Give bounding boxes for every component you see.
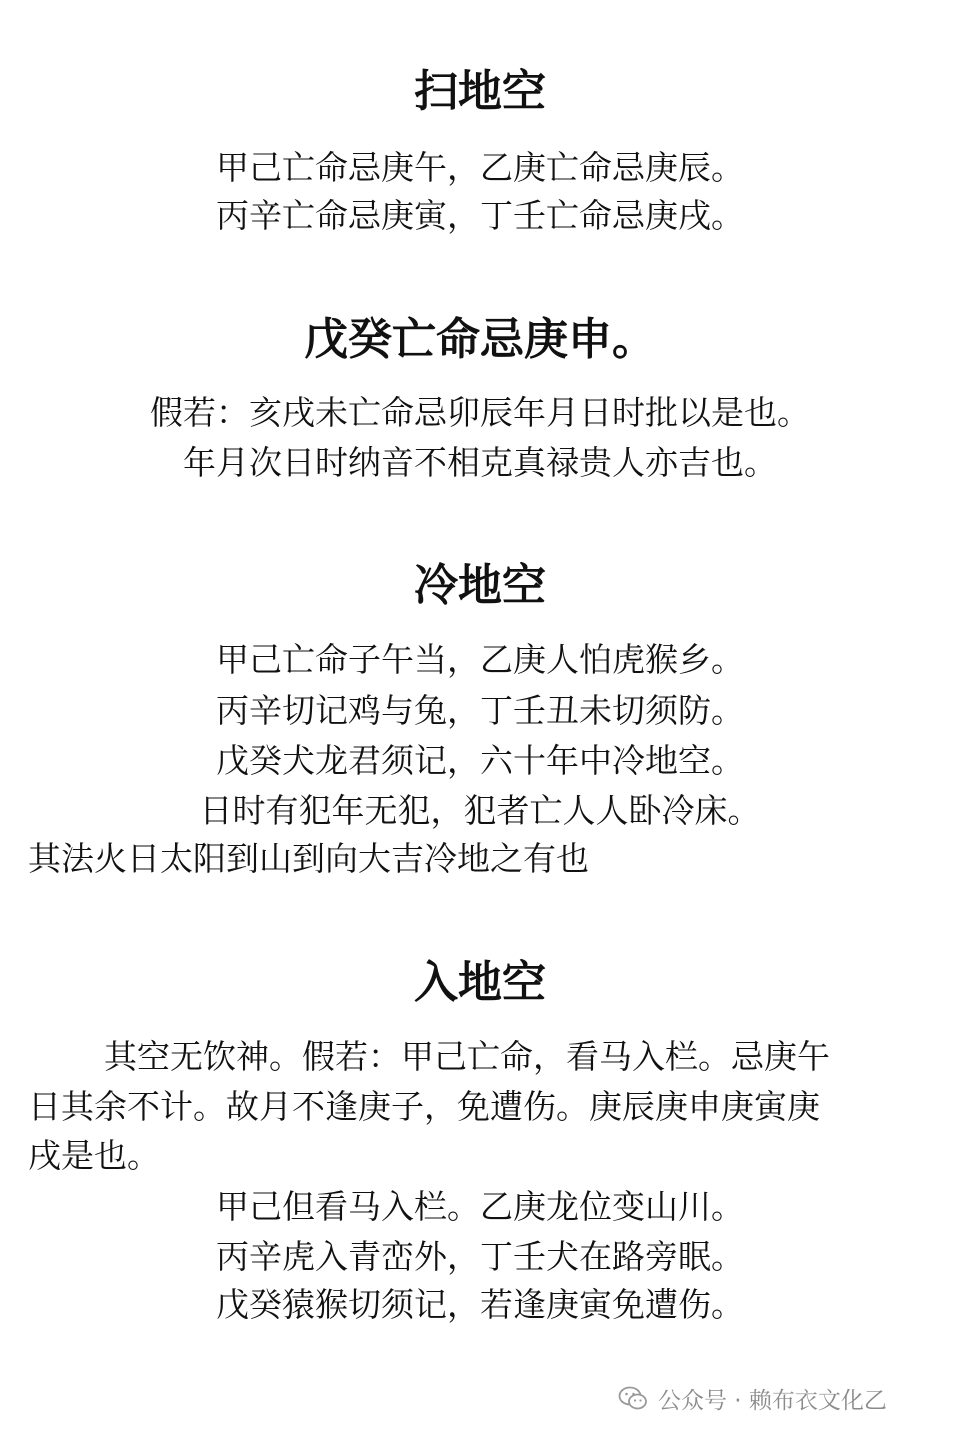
section-title-sao-di-kong: 扫地空 [414, 66, 546, 117]
paragraph-line: 戌是也。 [28, 1136, 160, 1175]
poem-line: 其法火日太阳到山到向大吉冷地之有也 [28, 839, 589, 878]
poem-line: 丙辛亡命忌庚寅，丁壬亡命忌庚戌。 [216, 196, 744, 235]
poem-line: 甲己亡命子午当，乙庚人怕虎猴乡。 [216, 640, 744, 679]
section-title-leng-di-kong: 冷地空 [414, 560, 546, 611]
paragraph-line: 日其余不计。故月不逢庚子，免遭伤。庚辰庚申庚寅庚 [28, 1087, 820, 1126]
poem-line: 丙辛切记鸡与兔，丁壬丑未切须防。 [216, 691, 744, 730]
section-title-wu-gui: 戊癸亡命忌庚申。 [304, 314, 656, 365]
poem-line: 丙辛虎入青峦外，丁壬犬在路旁眠。 [216, 1237, 744, 1276]
poem-line: 甲己但看马入栏。乙庚龙位变山川。 [216, 1187, 744, 1226]
poem-line: 戊癸猿猴切须记，若逢庚寅免遭伤。 [216, 1285, 744, 1324]
paragraph-line: 其空无饮神。假若：甲己亡命，看马入栏。忌庚午 [104, 1037, 830, 1076]
poem-line: 甲己亡命忌庚午，乙庚亡命忌庚辰。 [216, 148, 744, 187]
poem-line: 年月次日时纳音不相克真禄贵人亦吉也。 [183, 443, 777, 482]
watermark-text: 公众号 · 赖布衣文化乙 [658, 1387, 887, 1414]
wechat-icon [618, 1385, 648, 1411]
section-title-ru-di-kong: 入地空 [414, 957, 546, 1008]
watermark [618, 1378, 887, 1418]
poem-line: 假若：亥戌未亡命忌卯辰年月日时批以是也。 [150, 393, 810, 432]
poem-line: 戊癸犬龙君须记，六十年中冷地空。 [216, 741, 744, 780]
poem-line: 日时有犯年无犯，犯者亡人人卧冷床。 [199, 791, 761, 830]
